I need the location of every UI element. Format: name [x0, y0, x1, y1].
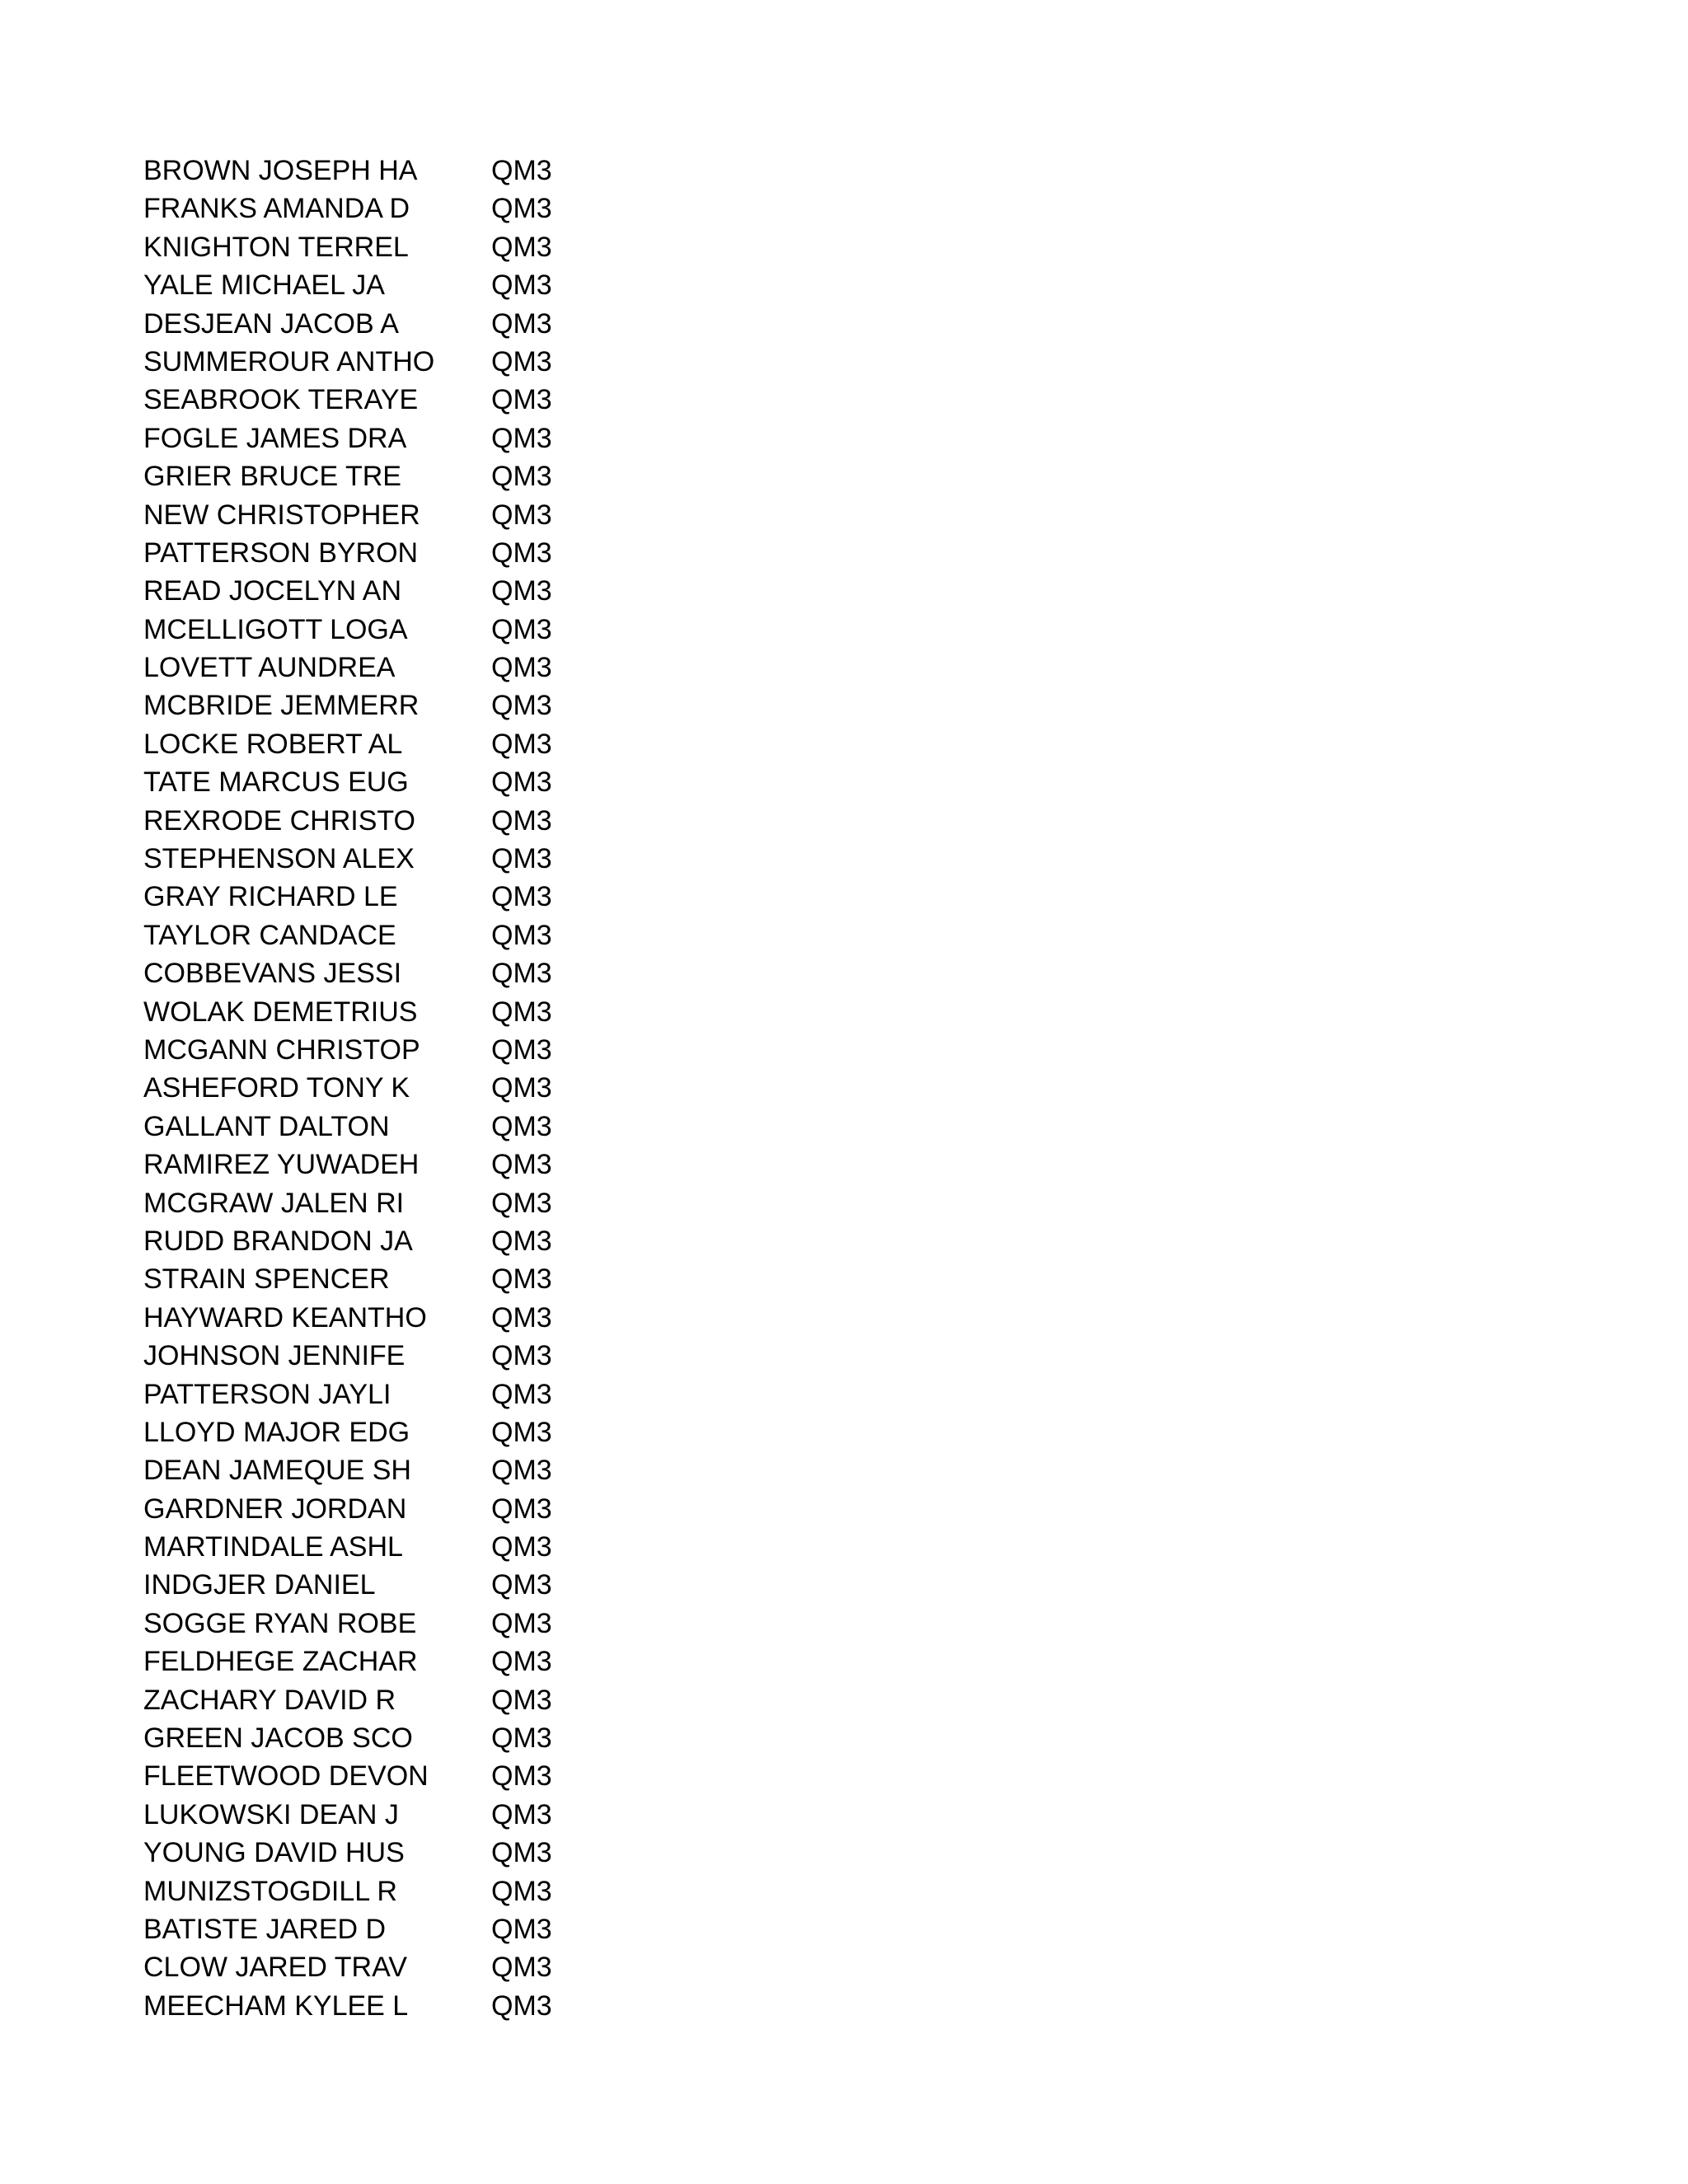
member-name: MEECHAM KYLEE L [143, 1990, 409, 2022]
member-name: MARTINDALE ASHL [143, 1531, 403, 1563]
member-rate: QM3 [491, 881, 552, 913]
member-rate: QM3 [491, 804, 552, 837]
member-name: MCGANN CHRISTOP [143, 1033, 420, 1066]
member-rate: QM3 [491, 1760, 552, 1793]
member-name: JOHNSON JENNIFE [143, 1340, 406, 1372]
list-item-24 [143, 1031, 605, 1069]
member-name: STRAIN SPENCER [143, 1263, 390, 1296]
member-rate: QM3 [491, 1569, 552, 1601]
member-rate: QM3 [491, 613, 552, 645]
member-rate: QM3 [491, 766, 552, 799]
member-name: FLEETWOOD DEVON [143, 1760, 429, 1793]
list-item-8 [143, 419, 605, 457]
list-item-19 [143, 840, 605, 878]
list-item-38 [143, 1566, 605, 1604]
member-rate: QM3 [491, 307, 552, 340]
member-name: LLOYD MAJOR EDG [143, 1416, 410, 1448]
list-item-16 [143, 725, 605, 763]
member-name: INDGJER DANIEL [143, 1569, 376, 1601]
list-item-33 [143, 1376, 605, 1413]
list-item-39 [143, 1605, 605, 1643]
member-name: STEPHENSON ALEX [143, 843, 415, 875]
list-item-20 [143, 878, 605, 916]
member-rate: QM3 [491, 499, 552, 531]
member-name: REXRODE CHRISTO [143, 804, 415, 837]
member-name: FOGLE JAMES DRA [143, 422, 407, 454]
member-rate: QM3 [491, 996, 552, 1028]
member-name: MCELLIGOTT LOGA [143, 613, 408, 645]
member-name: ZACHARY DAVID R [143, 1684, 396, 1716]
member-rate: QM3 [491, 575, 552, 607]
member-rate: QM3 [491, 231, 552, 263]
list-item-25 [143, 1069, 605, 1107]
list-item-40 [143, 1643, 605, 1680]
member-name: SUMMEROUR ANTHO [143, 345, 435, 377]
member-name: MUNIZSTOGDILL R [143, 1875, 397, 1907]
member-rate: QM3 [491, 1722, 552, 1755]
member-rate: QM3 [491, 728, 552, 760]
list-item-35 [143, 1451, 605, 1489]
list-item-27 [143, 1146, 605, 1183]
member-name: ASHEFORD TONY K [143, 1072, 410, 1104]
member-name: NEW CHRISTOPHER [143, 499, 420, 531]
member-name: DEAN JAMEQUE SH [143, 1455, 411, 1487]
list-item-47 [143, 1910, 605, 1948]
list-item-6 [143, 343, 605, 381]
member-name: LOVETT AUNDREA [143, 652, 396, 684]
list-item-30 [143, 1260, 605, 1298]
member-name: SOGGE RYAN ROBE [143, 1607, 417, 1639]
list-item-46 [143, 1872, 605, 1910]
member-name: GRIER BRUCE TRE [143, 461, 401, 493]
list-item-36 [143, 1490, 605, 1528]
list-item-13 [143, 611, 605, 649]
member-name: MCBRIDE JEMMERR [143, 690, 420, 722]
list-item-29 [143, 1222, 605, 1260]
member-rate: QM3 [491, 1837, 552, 1869]
member-rate: QM3 [491, 193, 552, 225]
member-rate: QM3 [491, 155, 552, 186]
member-rate: QM3 [491, 422, 552, 454]
member-rate: QM3 [491, 1607, 552, 1639]
member-rate: QM3 [491, 537, 552, 569]
member-name: READ JOCELYN AN [143, 575, 402, 607]
member-rate: QM3 [491, 1875, 552, 1907]
list-item-15 [143, 687, 605, 724]
list-item-23 [143, 993, 605, 1031]
member-name: GRAY RICHARD LE [143, 881, 398, 913]
member-rate: QM3 [491, 690, 552, 722]
list-item-48 [143, 1948, 605, 1986]
member-rate: QM3 [491, 843, 552, 875]
list-item-18 [143, 802, 605, 840]
member-name: PATTERSON BYRON [143, 537, 419, 569]
member-name: GALLANT DALTON [143, 1110, 390, 1142]
member-rate: QM3 [491, 461, 552, 493]
member-name: YOUNG DAVID HUS [143, 1837, 405, 1869]
member-name: SEABROOK TERAYE [143, 384, 419, 416]
member-rate: QM3 [491, 1378, 552, 1410]
list-item-31 [143, 1299, 605, 1337]
member-name: LUKOWSKI DEAN J [143, 1798, 399, 1830]
member-name: PATTERSON JAYLI [143, 1378, 392, 1410]
member-rate: QM3 [491, 958, 552, 990]
member-rate: QM3 [491, 1301, 552, 1333]
list-item-41 [143, 1681, 605, 1719]
member-name: YALE MICHAEL JA [143, 269, 385, 302]
member-name: DESJEAN JACOB A [143, 307, 399, 340]
member-name: KNIGHTON TERREL [143, 231, 409, 263]
member-name: TAYLOR CANDACE [143, 919, 396, 951]
member-rate: QM3 [491, 1990, 552, 2022]
list-item-12 [143, 572, 605, 610]
list-item-5 [143, 305, 605, 343]
list-item-37 [143, 1528, 605, 1566]
list-item-17 [143, 763, 605, 801]
member-name: GARDNER JORDAN [143, 1493, 407, 1525]
list-item-10 [143, 496, 605, 534]
member-rate: QM3 [491, 652, 552, 684]
member-name: WOLAK DEMETRIUS [143, 996, 418, 1028]
list-item-28 [143, 1184, 605, 1222]
list-item-11 [143, 534, 605, 572]
member-rate: QM3 [491, 1072, 552, 1104]
member-rate: QM3 [491, 1110, 552, 1142]
list-item-14 [143, 649, 605, 687]
list-item-21 [143, 916, 605, 954]
member-rate: QM3 [491, 919, 552, 951]
member-rate: QM3 [491, 1416, 552, 1448]
member-name: COBBEVANS JESSI [143, 958, 402, 990]
member-name: HAYWARD KEANTHO [143, 1301, 427, 1333]
member-name: RAMIREZ YUWADEH [143, 1149, 420, 1181]
member-rate: QM3 [491, 1493, 552, 1525]
member-rate: QM3 [491, 1646, 552, 1678]
member-rate: QM3 [491, 1225, 552, 1257]
list-item-49 [143, 1987, 605, 2025]
member-name: RUDD BRANDON JA [143, 1225, 413, 1257]
list-item-2 [143, 190, 605, 227]
member-rate: QM3 [491, 1340, 552, 1372]
member-name: LOCKE ROBERT AL [143, 728, 403, 760]
member-name: BATISTE JARED D [143, 1913, 387, 1945]
member-rate: QM3 [491, 1531, 552, 1563]
list-item-9 [143, 457, 605, 495]
list-item-3 [143, 228, 605, 266]
member-name: MCGRAW JALEN RI [143, 1187, 405, 1219]
list-item-43 [143, 1757, 605, 1795]
list-item-4 [143, 266, 605, 304]
member-name: FRANKS AMANDA D [143, 193, 410, 225]
member-rate: QM3 [491, 1684, 552, 1716]
member-rate: QM3 [491, 1033, 552, 1066]
list-item-34 [143, 1413, 605, 1451]
member-rate: QM3 [491, 1149, 552, 1181]
list-item-42 [143, 1719, 605, 1757]
member-rate: QM3 [491, 1798, 552, 1830]
member-rate: QM3 [491, 1913, 552, 1945]
list-item-22 [143, 954, 605, 992]
member-rate: QM3 [491, 269, 552, 302]
member-rate: QM3 [491, 1455, 552, 1487]
member-name: CLOW JARED TRAV [143, 1952, 407, 1984]
member-rate: QM3 [491, 1263, 552, 1296]
member-rate: QM3 [491, 384, 552, 416]
list-item-32 [143, 1337, 605, 1375]
list-item-26 [143, 1108, 605, 1146]
roster-list [143, 152, 605, 2025]
list-item-1 [143, 152, 605, 190]
member-rate: QM3 [491, 345, 552, 377]
member-name: TATE MARCUS EUG [143, 766, 409, 799]
list-item-44 [143, 1796, 605, 1834]
member-name: BROWN JOSEPH HA [143, 155, 418, 186]
member-rate: QM3 [491, 1187, 552, 1219]
list-item-45 [143, 1834, 605, 1872]
member-name: FELDHEGE ZACHAR [143, 1646, 418, 1678]
member-rate: QM3 [491, 1952, 552, 1984]
member-name: GREEN JACOB SCO [143, 1722, 413, 1755]
list-item-7 [143, 381, 605, 419]
